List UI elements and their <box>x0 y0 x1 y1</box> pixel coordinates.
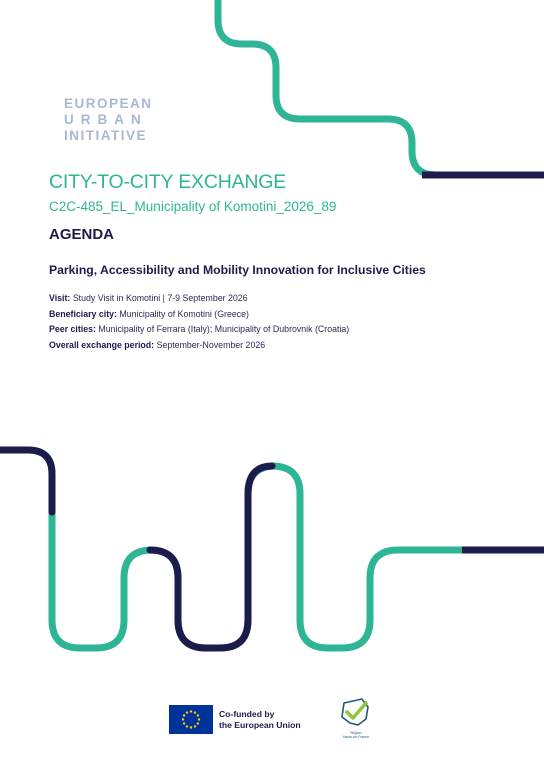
top-wave-teal <box>218 0 544 175</box>
cofunded-line-1: Co-funded by <box>219 709 275 719</box>
peers-row <box>49 322 349 338</box>
cofunded-line-2: the European Union <box>219 720 301 730</box>
bottom-wave-navy-1 <box>0 450 52 512</box>
logo-line-2: URBAN <box>64 112 148 127</box>
region-line-1: Région <box>350 731 362 735</box>
peers-label: Peer cities: <box>49 324 96 334</box>
visit-label: Visit: <box>49 293 71 303</box>
bottom-wave-navy-2 <box>150 466 272 648</box>
period-row <box>49 338 349 354</box>
page-title: CITY-TO-CITY EXCHANGE <box>49 171 287 193</box>
beneficiary-row <box>49 307 349 323</box>
logo-line-1: EUROPEAN <box>64 96 153 111</box>
eu-flag-icon <box>169 705 213 734</box>
logo-line-3: INITIATIVE <box>64 128 148 143</box>
exchange-details <box>49 291 349 353</box>
exchange-code: C2C-485_EL_Municipality of Komotini_2026_89 <box>49 199 337 214</box>
cofunded-text <box>219 709 301 731</box>
period-value: September-November 2026 <box>156 339 266 350</box>
agenda-heading: AGENDA <box>49 226 115 243</box>
region-line-2: Hauts-de-France <box>342 735 370 739</box>
european-urban-initiative-logo <box>64 96 153 144</box>
visit-value: Study Visit in Komotini | 7-9 September 2026 <box>72 293 248 303</box>
period-label: Overall exchange period: <box>49 339 155 350</box>
visit-row <box>49 291 349 307</box>
peers-value: Municipality of Ferrara (Italy); Municipality of Dubrovnik (Croatia) <box>98 324 350 334</box>
beneficiary-value: Municipality of Komotini (Greece) <box>119 308 249 319</box>
beneficiary-label: Beneficiary city: <box>49 308 117 319</box>
region-name <box>336 731 376 739</box>
topic-heading: Parking, Accessibility and Mobility Innovation for Inclusive Cities <box>49 263 426 277</box>
